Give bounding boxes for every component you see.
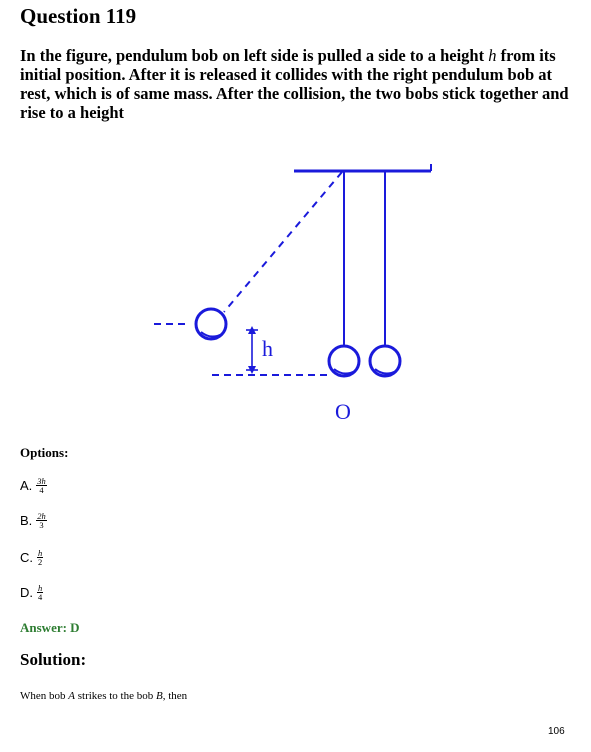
- option-fraction: [37, 549, 43, 566]
- solution-text-part: When bob: [20, 690, 69, 702]
- solution-var-a: A: [68, 690, 75, 702]
- question-text-part2: from its initial position. After it is released it collides with the right pendulum bob at rest, which is of same mass. After the collision, the two bobs stick together and rise to a height: [20, 46, 569, 122]
- fraction-denominator: 4: [39, 485, 44, 495]
- page-number: 106: [548, 726, 565, 737]
- fraction-numerator: 3h: [37, 476, 46, 486]
- option-fraction: [37, 584, 43, 601]
- option-a[interactable]: [20, 477, 47, 494]
- option-letter: A.: [20, 478, 33, 493]
- fraction-numerator: h: [38, 548, 43, 558]
- answer-text: Answer: D: [20, 620, 80, 635]
- fraction-numerator: 2h: [37, 511, 46, 521]
- displaced-string-dashed: [224, 172, 342, 312]
- origin-label: O: [335, 399, 351, 424]
- option-letter: D.: [20, 585, 33, 600]
- option-c[interactable]: [20, 549, 43, 566]
- question-var-h: h: [488, 46, 497, 65]
- option-letter: B.: [20, 513, 33, 528]
- fraction-denominator: 4: [38, 592, 43, 602]
- pendulum-figure: [0, 150, 591, 430]
- height-label: h: [262, 336, 273, 361]
- option-b[interactable]: [20, 512, 47, 529]
- fraction-denominator: 2: [38, 557, 43, 567]
- fraction-numerator: h: [38, 583, 43, 593]
- solution-text-part: , then: [162, 690, 188, 702]
- option-fraction: [36, 512, 47, 529]
- question-text-part1: In the figure, pendulum bob on left side is pulled a side to a height: [20, 46, 485, 65]
- options-label: Options:: [20, 445, 69, 460]
- solution-heading: Solution:: [20, 650, 87, 669]
- option-letter: C.: [20, 550, 33, 565]
- option-d[interactable]: [20, 584, 43, 601]
- solution-var-b: B: [155, 690, 163, 702]
- fraction-denominator: 3: [39, 520, 44, 530]
- solution-text: [20, 690, 187, 702]
- question-title: Question 119: [20, 4, 137, 28]
- option-fraction: [36, 477, 47, 494]
- solution-text-part: strikes to the bob: [75, 690, 156, 702]
- question-text: [20, 46, 570, 122]
